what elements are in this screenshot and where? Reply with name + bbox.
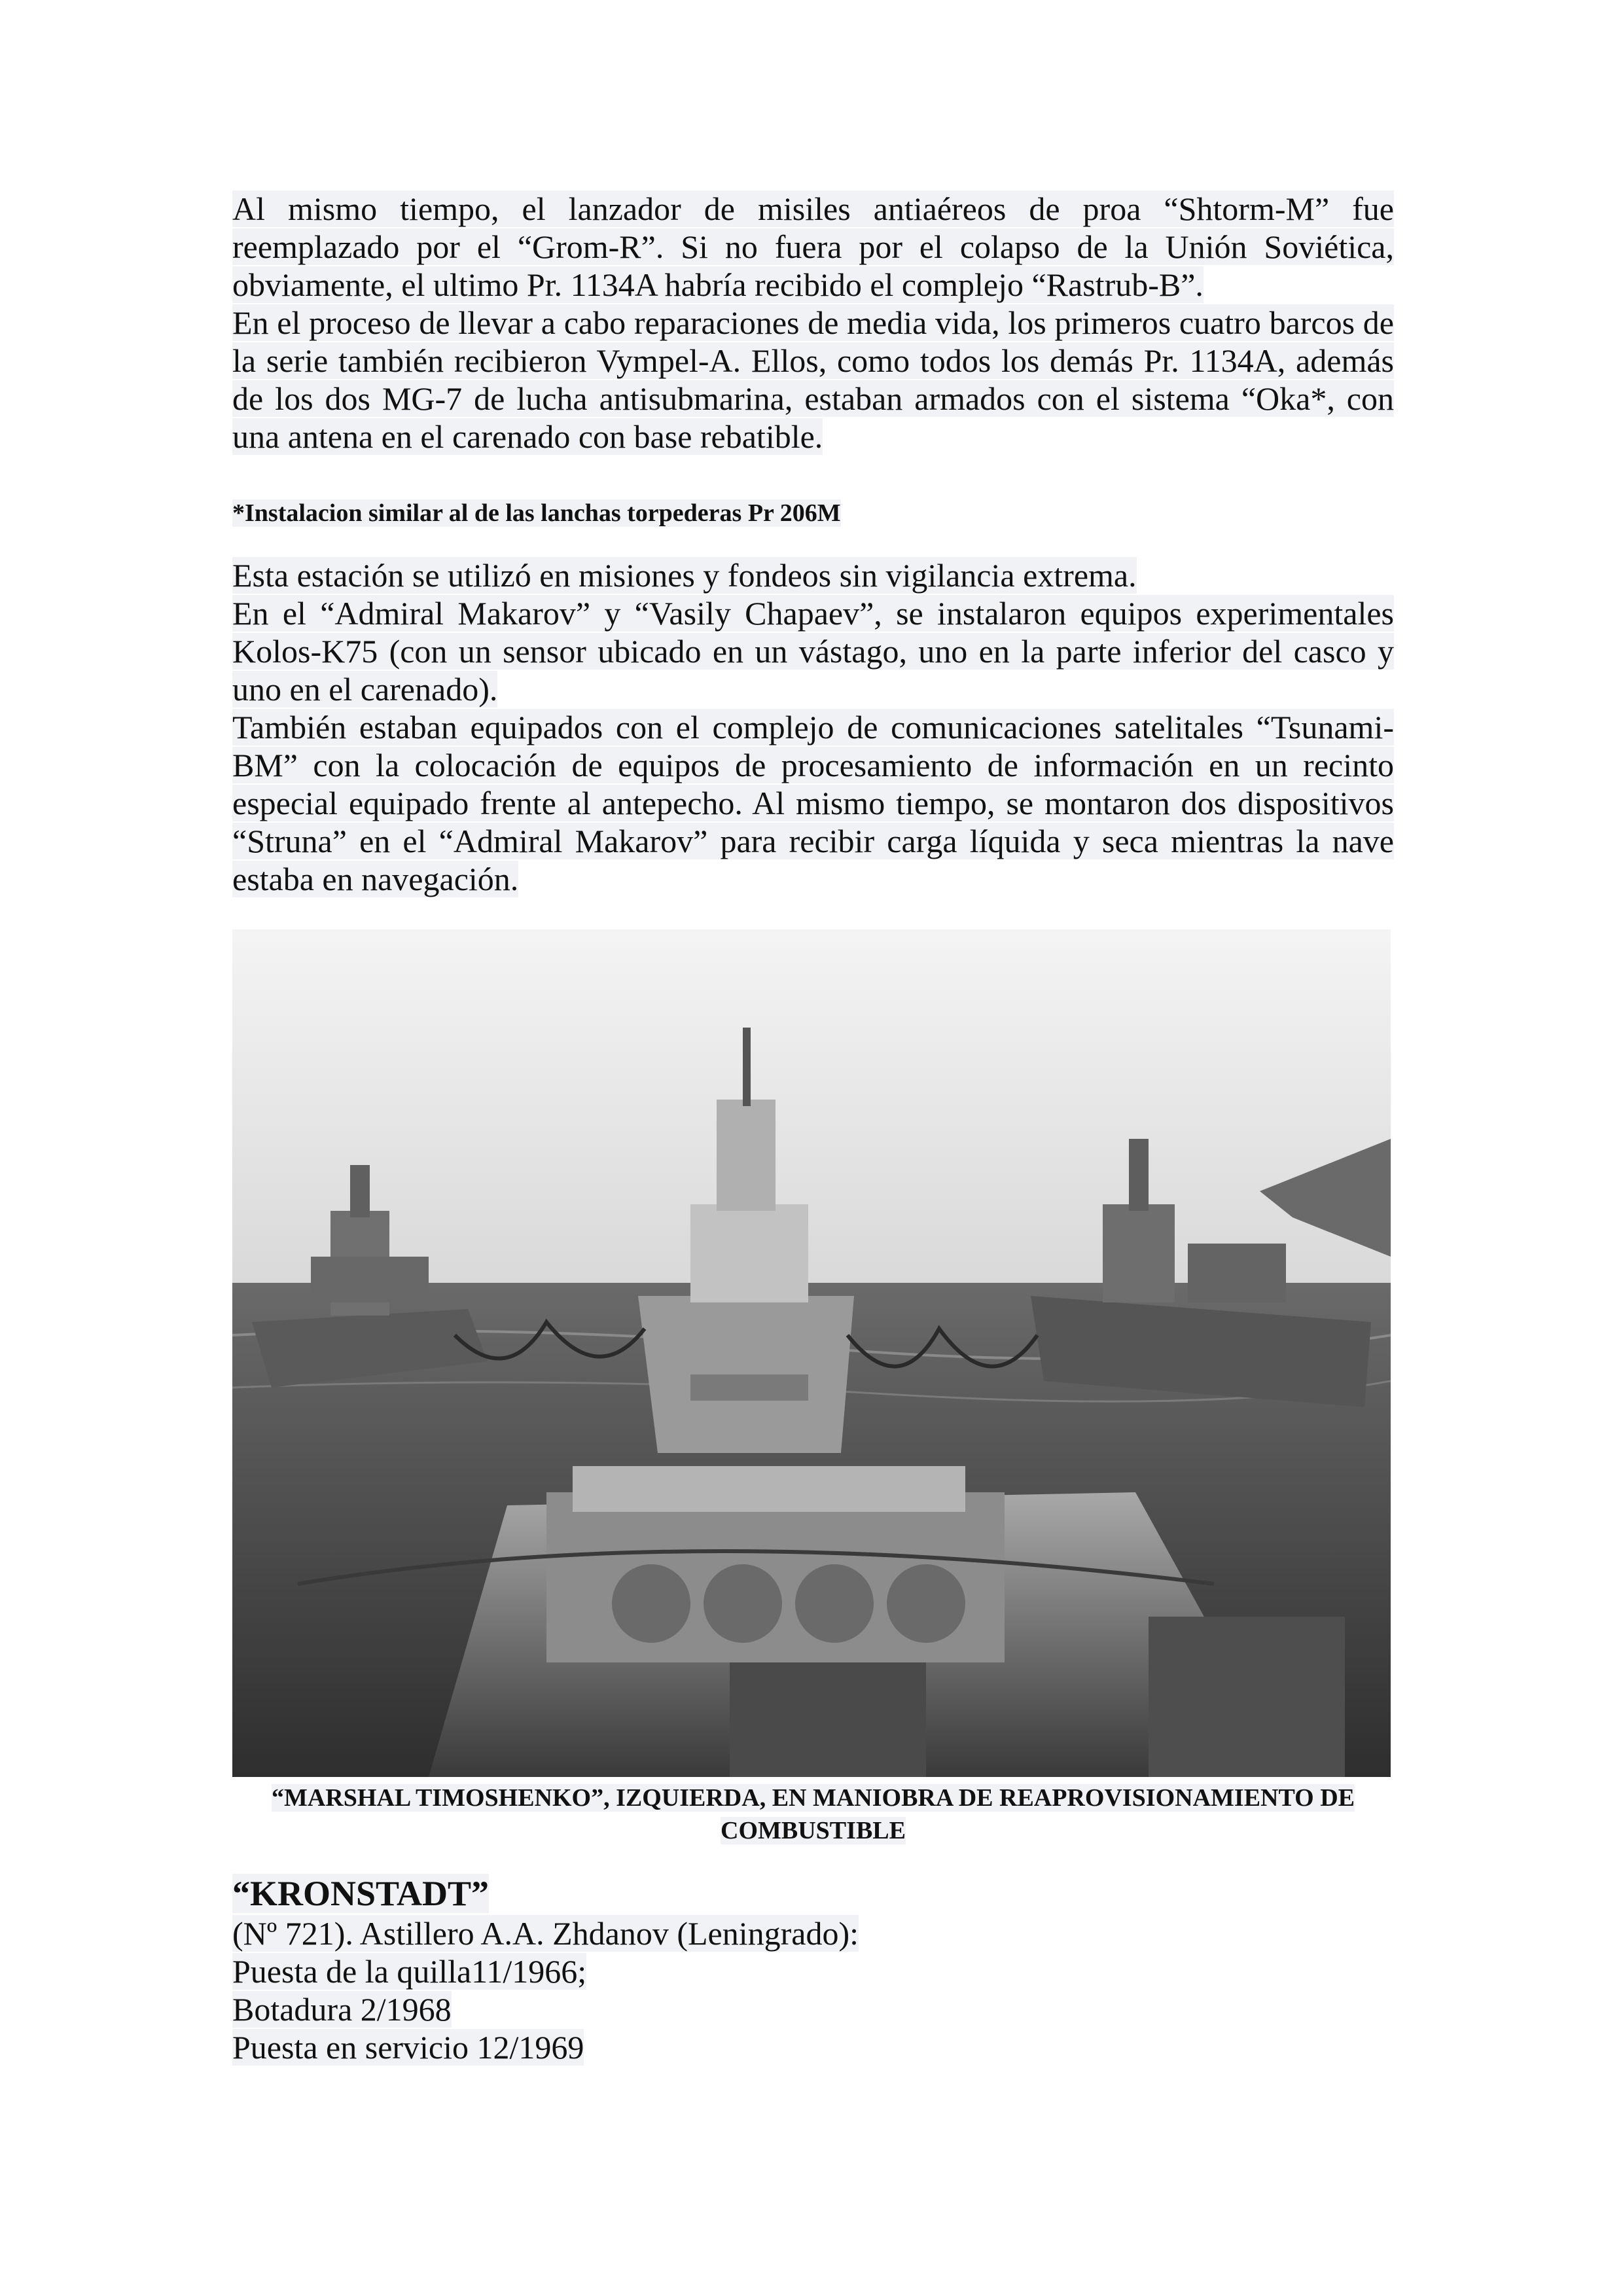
paragraph-1: Al mismo tiempo, el lanzador de misiles antiaéreos de proa “Shtorm-M” fue reemplazado por el “Grom-R”. Si no fuera por el colapso de la Unión Soviética, obviamente, el ultimo Pr. 1134A habría recibido el complejo “Rastrub-B”. — [232, 190, 1394, 303]
paragraph-4: En el “Admiral Makarov” y “Vasily Chapaev”, se instalaron equipos experimentales Kolos-K75 (con un sensor ubicado en un vástago, uno en la parte inferior del casco y uno en el carenado). — [232, 595, 1394, 708]
photo-caption: “MARSHAL TIMOSHENKO”, IZQUIERDA, EN MANIOBRA DE REAPROVISIONAMIENTO DE COMBUSTIBLE — [272, 1784, 1355, 1844]
ship-detail-line: Puesta en servicio 12/1969 — [232, 2029, 584, 2066]
ship-detail-line: Puesta de la quilla11/1966; — [232, 1953, 587, 1990]
photo-illustration — [232, 929, 1391, 1777]
footnote: *Instalacion similar al de las lanchas torpederas Pr 206M — [232, 499, 841, 527]
replenishment-photo — [232, 929, 1391, 1777]
document-body — [232, 190, 1394, 898]
ship-detail-line: (Nº 721). Astillero A.A. Zhdanov (Leningrado): — [232, 1915, 859, 1952]
ship-detail-line: Botadura 2/1968 — [232, 1991, 452, 2028]
ship-details — [232, 1914, 859, 2066]
paragraph-5: También estaban equipados con el complejo de comunicaciones satelitales “Tsunami-BM” con la colocación de equipos de procesamiento de información en un recinto especial equipado frente al antepecho. Al mismo tiempo, se montaron dos dispositivos “Struna” en el “Admiral Makarov” para recibir carga líquida y seca mientras la nave estaba en navegación. — [232, 709, 1394, 897]
paragraph-2: En el proceso de llevar a cabo reparaciones de media vida, los primeros cuatro barcos de la serie también recibieron Vympel-A. Ellos, como todos los demás Pr. 1134A, además de los dos MG-7 de lucha antisubmarina, estaban armados con el sistema “Oka*, con una antena en el carenado con base rebatible. — [232, 304, 1394, 455]
paragraph-3: Esta estación se utilizó en misiones y fondeos sin vigilancia extrema. — [232, 557, 1137, 594]
ship-name-heading: “KRONSTADT” — [232, 1874, 490, 1913]
